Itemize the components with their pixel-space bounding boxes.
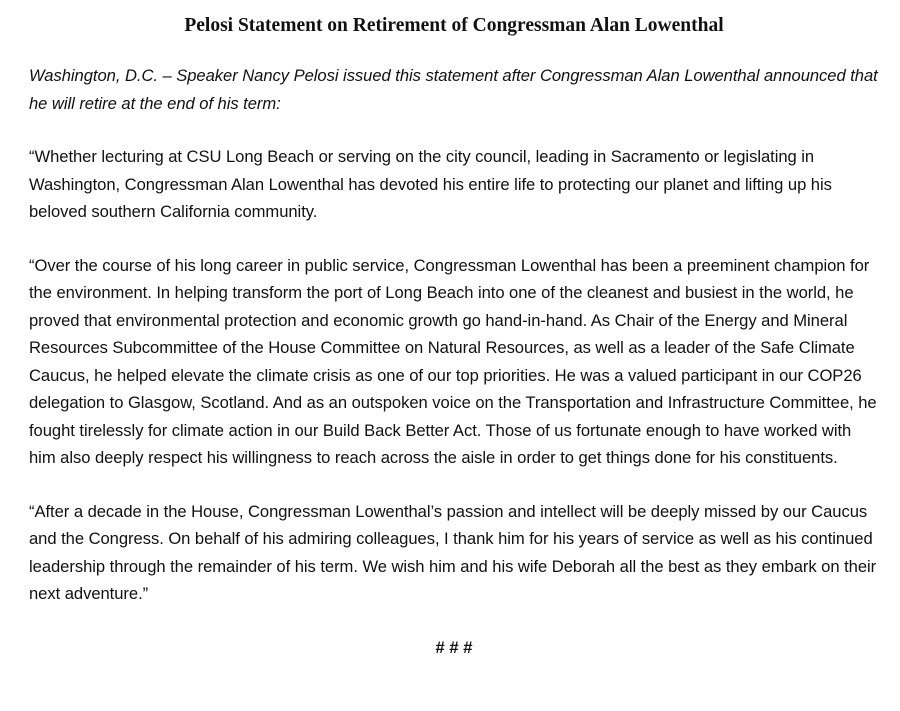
statement-paragraph-2: “Over the course of his long career in public service, Congressman Lowenthal has been a preeminent champion for the environment. In helping transform the port of Long Beach into one of the cleanest and busiest in the world, he proved that environmental protection and economic growth go hand-in-hand. As Chair of the Energy and Mineral Resources Subcommittee of the House Committee on Natural Resources, as well as a leader of the Safe Climate Caucus, he helped elevate the climate crisis as one of our top priorities. He was a valued participant in our COP26 delegation to Glasgow, Scotland. And as an outspoken voice on the Transportation and Infrastructure Committee, he fought tirelessly for climate action in our Build Back Better Act. Those of us fortunate enough to have worked with him also deeply respect his willingness to reach across the aisle in order to get things done for his constituents. xyxy=(29,255,877,467)
dateline: Washington, D.C. – Speaker Nancy Pelosi issued this statement after Congressman Alan Lowenthal announced that he will retire at the end of his term: xyxy=(29,66,878,113)
press-release xyxy=(29,12,879,661)
end-mark: # # # xyxy=(435,637,473,657)
page-title: Pelosi Statement on Retirement of Congressman Alan Lowenthal xyxy=(184,15,724,36)
statement-paragraph-3: “After a decade in the House, Congressman Lowenthal’s passion and intellect will be deeply missed by our Caucus and the Congress. On behalf of his admiring colleagues, I thank him for his years of service as well as his continued leadership through the remainder of his term. We wish him and his wife Deborah all the best as they embark on their next adventure.” xyxy=(29,501,877,603)
statement-paragraph-1: “Whether lecturing at CSU Long Beach or serving on the city council, leading in Sacramento or legislating in Washington, Congressman Alan Lowenthal has devoted his entire life to protecting our planet and lifting up his beloved southern California community. xyxy=(29,147,832,221)
